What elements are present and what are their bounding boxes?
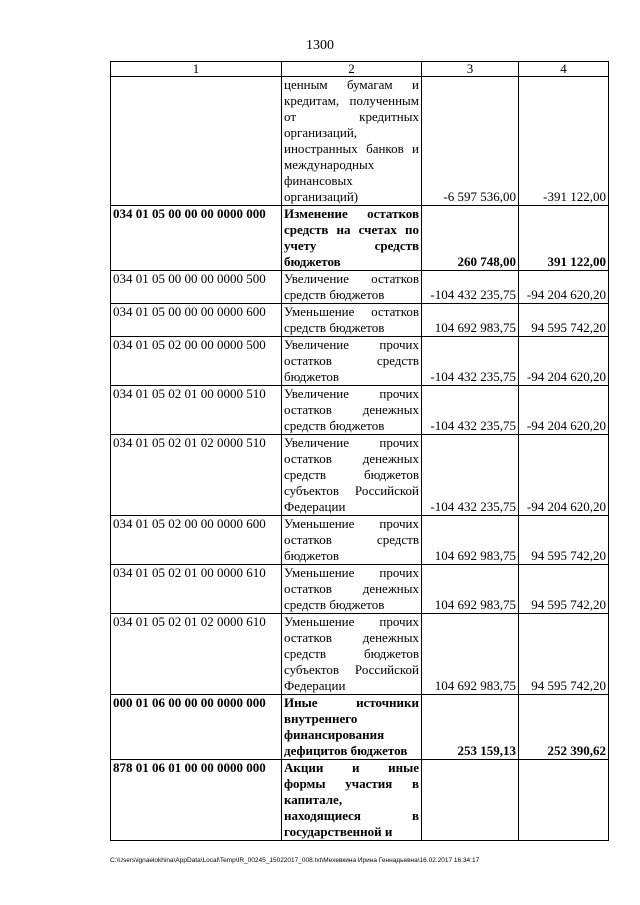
description-line: средств бюджетов: [284, 320, 385, 335]
table-row: [111, 516, 609, 565]
amount-col-4-cell: -94 204 620,20: [519, 337, 609, 386]
description-line: остатков денежных: [284, 402, 419, 417]
table-row: [111, 760, 609, 841]
description-line: финансовых: [284, 173, 353, 188]
table-row: [111, 614, 609, 695]
description-line: учету средств: [284, 238, 419, 253]
amount-col-3-cell: 260 748,00: [422, 206, 519, 271]
description-line: остатков средств: [284, 353, 419, 368]
description-line: Изменение остатков: [284, 206, 419, 221]
table-row: [111, 386, 609, 435]
amount-col-3-cell: -104 432 235,75: [422, 271, 519, 304]
description-line: ценным бумагам и: [284, 77, 419, 92]
description-line: остатков денежных: [284, 451, 419, 466]
description-line: бюджетов: [284, 369, 340, 384]
table-row: [111, 435, 609, 516]
description-line: остатков денежных: [284, 630, 419, 645]
budget-code-cell: 878 01 06 01 00 00 0000 000: [111, 760, 282, 841]
header-col-1: 1: [111, 62, 282, 77]
description-line: средств на счетах по: [284, 222, 419, 237]
description-line: дефицитов бюджетов: [284, 743, 408, 758]
description-cell: [282, 386, 422, 435]
amount-col-4-cell: -94 204 620,20: [519, 386, 609, 435]
description-line: иностранных банков и: [284, 141, 419, 156]
table-row: [111, 695, 609, 760]
table-row: [111, 206, 609, 271]
description-cell: [282, 271, 422, 304]
amount-col-3-cell: -6 597 536,00: [422, 77, 519, 206]
description-cell: [282, 206, 422, 271]
description-line: находящиеся в: [284, 808, 419, 823]
amount-col-3-cell: 253 159,13: [422, 695, 519, 760]
amount-col-4-cell: 252 390,62: [519, 695, 609, 760]
budget-code-cell: 000 01 06 00 00 00 0000 000: [111, 695, 282, 760]
description-line: субъектов Российской: [284, 662, 419, 677]
amount-col-4-cell: -94 204 620,20: [519, 271, 609, 304]
amount-col-4-cell: -391 122,00: [519, 77, 609, 206]
amount-col-3-cell: 104 692 983,75: [422, 614, 519, 695]
description-line: внутреннего: [284, 711, 358, 726]
budget-sources-table: [110, 61, 609, 841]
description-cell: [282, 435, 422, 516]
amount-col-3-cell: [422, 760, 519, 841]
description-line: средств бюджетов: [284, 646, 419, 661]
file-path-footer: C:\Users\ignaelokhina\AppData\Local\Temp\IR_00245_15022017_008.txt\Мехевкина Ирина Геннадьевна\16.02.2017 16:34:17: [110, 857, 480, 864]
amount-col-4-cell: -94 204 620,20: [519, 435, 609, 516]
description-cell: [282, 337, 422, 386]
description-line: организаций,: [284, 125, 358, 140]
description-line: Уменьшение остатков: [284, 304, 419, 319]
header-col-4: 4: [519, 62, 609, 77]
budget-code-cell: 034 01 05 02 01 00 0000 510: [111, 386, 282, 435]
budget-code-cell: 034 01 05 00 00 00 0000 000: [111, 206, 282, 271]
budget-code-cell: 034 01 05 02 01 02 0000 610: [111, 614, 282, 695]
description-line: Федерации: [284, 678, 346, 693]
description-line: остатков средств: [284, 532, 419, 547]
description-line: бюджетов: [284, 254, 341, 269]
description-line: средств бюджетов: [284, 287, 385, 302]
description-line: субъектов Российской: [284, 483, 419, 498]
amount-col-4-cell: [519, 760, 609, 841]
description-line: Уменьшение прочих: [284, 614, 419, 629]
description-line: формы участия в: [284, 776, 419, 791]
budget-code-cell: [111, 77, 282, 206]
table-row: [111, 337, 609, 386]
description-line: финансирования: [284, 727, 385, 742]
description-line: Увеличение прочих: [284, 435, 419, 450]
header-col-3: 3: [422, 62, 519, 77]
amount-col-4-cell: 94 595 742,20: [519, 614, 609, 695]
description-line: капитале,: [284, 792, 343, 807]
description-cell: [282, 614, 422, 695]
description-line: средств бюджетов: [284, 418, 385, 433]
description-line: кредитам, полученным: [284, 93, 419, 108]
description-line: государственной и: [284, 824, 393, 839]
budget-code-cell: 034 01 05 02 01 00 0000 610: [111, 565, 282, 614]
amount-col-3-cell: -104 432 235,75: [422, 435, 519, 516]
amount-col-4-cell: 391 122,00: [519, 206, 609, 271]
description-line: Иные источники: [284, 695, 419, 710]
page-number: 1300: [306, 38, 334, 53]
description-line: от кредитных: [284, 109, 419, 124]
table-header-row: [111, 62, 609, 77]
budget-code-cell: 034 01 05 00 00 00 0000 600: [111, 304, 282, 337]
description-line: Увеличение прочих: [284, 386, 419, 401]
amount-col-3-cell: -104 432 235,75: [422, 386, 519, 435]
table-row: [111, 304, 609, 337]
amount-col-3-cell: -104 432 235,75: [422, 337, 519, 386]
description-line: остатков денежных: [284, 581, 419, 596]
description-cell: [282, 516, 422, 565]
description-line: организаций): [284, 189, 359, 204]
description-line: Увеличение остатков: [284, 271, 419, 286]
description-line: средств бюджетов: [284, 467, 419, 482]
description-line: международных: [284, 157, 375, 172]
amount-col-3-cell: 104 692 983,75: [422, 565, 519, 614]
description-cell: [282, 304, 422, 337]
description-cell: [282, 695, 422, 760]
budget-code-cell: 034 01 05 02 00 00 0000 600: [111, 516, 282, 565]
amount-col-3-cell: 104 692 983,75: [422, 304, 519, 337]
amount-col-4-cell: 94 595 742,20: [519, 516, 609, 565]
table-row: [111, 77, 609, 206]
description-line: Уменьшение прочих: [284, 565, 419, 580]
description-cell: [282, 77, 422, 206]
description-line: Акции и иные: [284, 760, 419, 775]
budget-code-cell: 034 01 05 02 01 02 0000 510: [111, 435, 282, 516]
amount-col-4-cell: 94 595 742,20: [519, 565, 609, 614]
table-row: [111, 565, 609, 614]
budget-code-cell: 034 01 05 02 00 00 0000 500: [111, 337, 282, 386]
description-line: Федерации: [284, 499, 346, 514]
amount-col-3-cell: 104 692 983,75: [422, 516, 519, 565]
description-line: бюджетов: [284, 548, 340, 563]
description-line: средств бюджетов: [284, 597, 385, 612]
header-col-2: 2: [282, 62, 422, 77]
description-line: Увеличение прочих: [284, 337, 419, 352]
amount-col-4-cell: 94 595 742,20: [519, 304, 609, 337]
budget-code-cell: 034 01 05 00 00 00 0000 500: [111, 271, 282, 304]
description-cell: [282, 760, 422, 841]
description-line: Уменьшение прочих: [284, 516, 419, 531]
table-row: [111, 271, 609, 304]
description-cell: [282, 565, 422, 614]
